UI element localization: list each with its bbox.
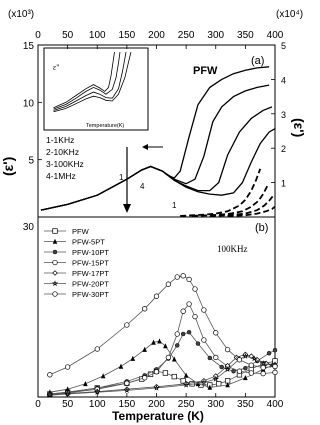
panel-b-point-4-5 <box>142 376 147 381</box>
panel-b-point-7-17 <box>261 365 266 370</box>
top-tick-label-100: 100 <box>88 30 106 41</box>
x-axis-title: Temperature (K) <box>112 409 204 423</box>
legend-b-marker-5 <box>53 271 58 276</box>
panel-b-point-3-18 <box>273 348 277 352</box>
panel-b-point-7-16 <box>249 363 254 368</box>
right-a-tick-label-3: 3 <box>281 109 287 120</box>
bottom-tick-label-350: 350 <box>237 399 254 410</box>
left-b-tick-label-30: 30 <box>22 222 34 233</box>
legend-b-label-7: PFW-30PT <box>72 290 109 299</box>
panel-b-point-3-13 <box>220 365 224 369</box>
panel-b-point-1-8 <box>163 371 168 376</box>
panel-b-line-1 <box>50 361 275 394</box>
panel-a-series-4 <box>41 129 275 210</box>
panel-b-left-axis <box>23 222 35 233</box>
panel-b-point-7-11 <box>193 287 198 292</box>
panel-b-point-2-4 <box>101 373 106 378</box>
panel-b-point-7-13 <box>213 331 218 336</box>
legend-b-marker-6 <box>53 281 58 285</box>
legend-b-label-4: PFW-15PT <box>72 258 109 268</box>
legend-b-label-6: PFW-20PT <box>72 279 109 289</box>
bottom-x-axis <box>35 393 284 410</box>
top-tick-label-0: 0 <box>35 30 41 41</box>
y-right-label: (ε') <box>291 118 307 138</box>
top-tick-label-350: 350 <box>237 30 254 41</box>
panel-b-point-4-13 <box>213 355 218 360</box>
right-a-tick-label-4: 4 <box>281 75 287 86</box>
legend-line-4: 4-1MHz <box>46 171 76 181</box>
panel-b-point-3-10 <box>187 330 191 334</box>
panel-b-point-7-4 <box>125 323 130 328</box>
panel-a-right-axis <box>271 41 286 189</box>
panel-b-point-7-7 <box>166 282 171 287</box>
panel-b-point-2-7 <box>142 347 147 352</box>
panel-b-point-1-14 <box>216 382 221 387</box>
inset-xlabel: Temperature(K) <box>86 123 125 129</box>
panel-b-point-4-11 <box>193 314 198 319</box>
panel-b-point-2-5 <box>119 364 124 369</box>
panel-b-point-4-16 <box>249 371 254 376</box>
top-right-multiplier: (x10⁴) <box>276 9 304 20</box>
bottom-tick-label-400: 400 <box>266 399 284 410</box>
panel-b-point-4-9 <box>181 309 186 314</box>
bottom-tick-label-100: 100 <box>88 399 106 410</box>
panel-b-point-7-1 <box>48 373 53 378</box>
top-tick-label-150: 150 <box>118 30 136 41</box>
inset-series <box>54 52 132 112</box>
legend-b-label-5: PFW-17PT <box>72 269 109 278</box>
legend-line-2: 2-10KHz <box>46 147 80 157</box>
bottom-tick-label-0: 0 <box>35 399 41 410</box>
panel-b-point-7-3 <box>95 347 100 352</box>
top-x-axis <box>35 30 287 51</box>
panel-b-point-2-6 <box>131 356 136 361</box>
legend-line-3: 3-100KHz <box>46 159 84 169</box>
left-a-tick-label-15: 15 <box>22 41 34 52</box>
panel-b-frequency: 100KHz <box>217 244 248 254</box>
legend-b-marker-3 <box>53 250 57 254</box>
inset-frame <box>44 48 148 130</box>
panel-b-point-4-18 <box>273 370 278 375</box>
frequency-arrowhead <box>123 204 131 213</box>
curve-label-4: 4 <box>140 182 145 191</box>
top-tick-label-250: 250 <box>177 30 195 41</box>
panel-b-point-7-12 <box>202 308 207 313</box>
legend-line-1: 1-1KHz <box>46 135 75 145</box>
panel-b-point-4-6 <box>154 370 159 375</box>
bottom-tick-label-200: 200 <box>148 399 165 410</box>
right-a-tick-label-2: 2 <box>281 144 287 155</box>
panel-b-point-2-9 <box>157 338 162 343</box>
right-a-tick-label-1: 1 <box>281 178 287 189</box>
panel-b-point-4-4 <box>125 381 130 386</box>
top-tick-label-200: 200 <box>148 30 165 41</box>
panel-b-point-3-8 <box>175 343 179 347</box>
panel-b-label: (b) <box>255 222 269 234</box>
left-a-tick-label-5: 5 <box>28 155 34 167</box>
bottom-tick-label-150: 150 <box>118 399 136 410</box>
panel-a-left-axis <box>23 41 42 167</box>
panel-a-frame <box>38 45 275 217</box>
panel-b-point-3-17 <box>267 351 271 355</box>
panel-b-point-1-9 <box>172 374 177 379</box>
panel-b-point-4-12 <box>202 338 207 343</box>
panel-b-line-2 <box>50 341 275 392</box>
panel-b-point-7-6 <box>154 294 159 299</box>
panel-b-point-4-7 <box>166 355 171 360</box>
panel-a-label: (a) <box>251 55 265 67</box>
bottom-tick-label-50: 50 <box>62 399 74 410</box>
panel-a-series-1 <box>41 67 269 210</box>
panel-b-point-3-11 <box>196 342 200 346</box>
panel-b-point-7-8 <box>175 275 180 280</box>
left-pointing-arrowhead <box>142 144 148 150</box>
bottom-tick-label-250: 250 <box>177 399 195 410</box>
top-tick-label-300: 300 <box>207 30 225 41</box>
panel-b-point-7-14 <box>225 347 230 352</box>
legend-b-marker-1 <box>53 229 58 234</box>
legend-b-label-1: PFW <box>72 227 89 236</box>
panel-a-title: PFW <box>193 65 218 77</box>
panel-b-point-4-8 <box>175 332 180 337</box>
curve-label-1b: 1 <box>172 201 177 210</box>
bottom-tick-label-300: 300 <box>207 399 225 410</box>
panel-b-point-7-2 <box>65 365 70 370</box>
left-a-tick-label-10: 10 <box>22 98 34 110</box>
curve-label-1a: 1 <box>119 173 124 182</box>
top-tick-label-50: 50 <box>62 30 74 41</box>
panel-b-point-3-15 <box>243 366 247 370</box>
panel-b-point-7-5 <box>142 307 147 312</box>
panel-b-legend <box>44 227 109 299</box>
legend-b-marker-7 <box>53 292 58 297</box>
panel-b-point-3-12 <box>208 356 212 360</box>
panel-a-series-6 <box>192 185 268 216</box>
inset-ylabel: ε'' <box>53 63 60 72</box>
panel-b-point-4-15 <box>237 369 242 374</box>
panel-b-point-4-10 <box>187 302 192 307</box>
panel-b-point-7-15 <box>237 358 242 363</box>
panel-b-point-4-17 <box>261 371 266 376</box>
top-tick-label-400: 400 <box>266 30 284 41</box>
panel-b-point-3-9 <box>181 332 185 336</box>
panel-b-point-7-18 <box>273 364 278 369</box>
panel-b-point-2-3 <box>83 381 88 386</box>
panel-a-series <box>41 67 275 216</box>
panel-b-point-2-10 <box>163 343 168 348</box>
top-left-multiplier: (x10³) <box>8 9 35 20</box>
legend-b-label-2: PFW-5PT <box>72 237 105 247</box>
legend-b-label-3: PFW-10PT <box>72 248 109 257</box>
panel-b-point-7-10 <box>187 277 192 282</box>
panel-b-point-7-9 <box>181 274 186 279</box>
legend-b-marker-4 <box>53 260 58 265</box>
y-left-label: (ε') <box>0 156 16 176</box>
right-a-tick-label-5: 5 <box>281 41 287 51</box>
panel-b-point-2-16 <box>243 375 248 380</box>
panel-b-line-4 <box>50 304 275 395</box>
